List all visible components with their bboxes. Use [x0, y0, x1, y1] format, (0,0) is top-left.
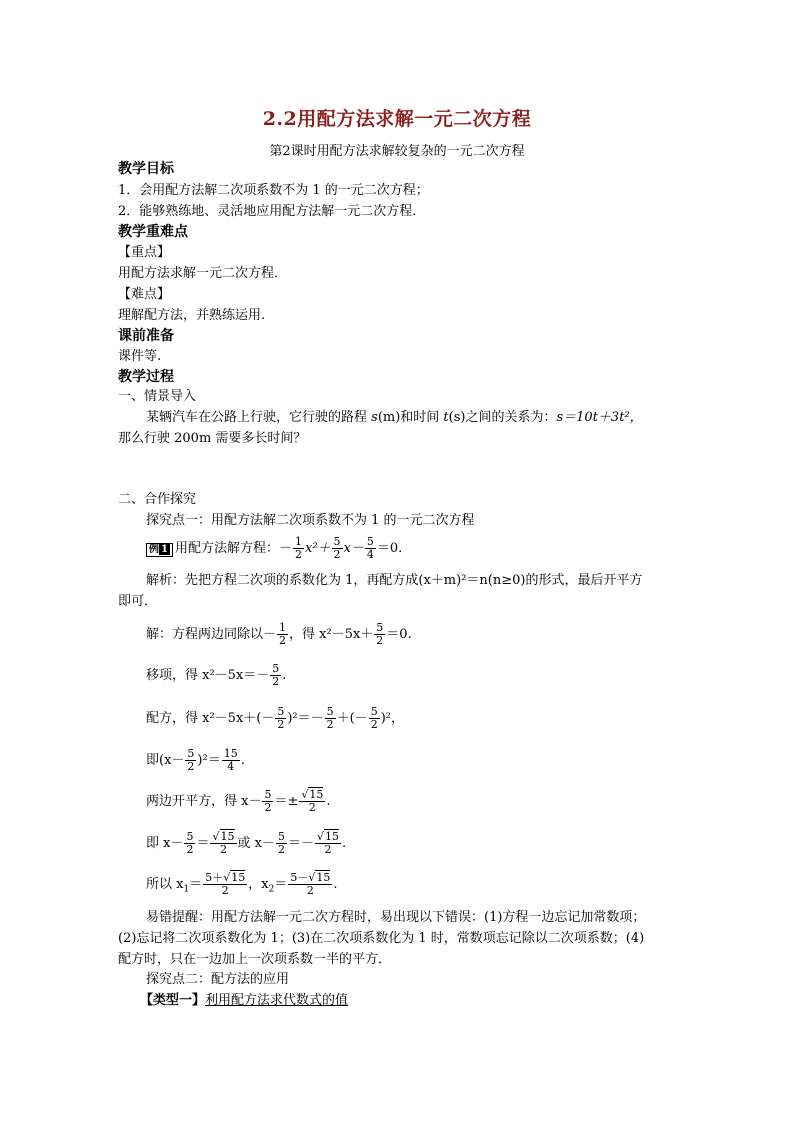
fraction: $\frac{1}{2}$ — [295, 535, 302, 561]
objective-item-2: 2．能够熟练地、灵活地应用配方法解一元二次方程． — [118, 204, 426, 219]
objective-item-1: 1．会用配方法解二次项系数不为 1 的一元二次方程； — [118, 183, 429, 198]
point-2: 探究点二：配方法的应用 — [146, 972, 290, 987]
intro-line-1: 某辆汽车在公路上行驶，它行驶的路程 s(m)和时间 t(s)之间的关系为：s＝10t＋3t²， — [146, 410, 643, 425]
fraction: $\frac{5}{2}$ — [326, 705, 334, 731]
page-subtitle: 第2课时用配方法求解较复杂的一元二次方程 — [269, 144, 525, 159]
example-badge: 例 1 — [146, 543, 173, 557]
mistake-line-3: 配方时，只在一边加上一次项系数一半的平方． — [118, 952, 392, 967]
prep-text: 课件等. — [118, 349, 162, 364]
fraction: $\frac{5}{2}$ — [370, 705, 378, 731]
mistake-line-1: 易错提醒：用配方法解一元二次方程时，易出现以下错误：(1)方程一边忘记加常数项； — [146, 910, 646, 925]
fraction: $\frac{5+√15}{2}$ — [205, 871, 246, 897]
type-1-label: 【类型一】 — [140, 993, 206, 1008]
hard-label: 【难点】 — [118, 287, 171, 302]
fraction: $\frac{1}{2}$ — [279, 621, 287, 647]
solution-step-2: 移项，得 x²－5x＝－ $\frac{5}{2}$ . — [146, 662, 287, 688]
intro-line-2: 那么行驶 200m 需要多长时间？ — [118, 431, 307, 446]
mistake-line-2: (2)忘记将二次项系数化为 1；(3)在二次项系数化为 1 时，常数项忘记除以二次项系数；(4) — [118, 931, 645, 946]
fraction: $\frac{5}{2}$ — [186, 830, 194, 856]
fraction: $\frac{15}{4}$ — [223, 747, 238, 773]
solution-step-4: 即(x－ $\frac{5}{2}$ )²＝ $\frac{15}{4}$ . — [146, 747, 245, 773]
fraction: $\frac{5}{2}$ — [264, 788, 272, 814]
solution-step-3: 配方，得 x²－5x＋(－ $\frac{5}{2}$ )²＝－ $\frac{5}{2}$ ＋(－ $\frac{5}{2}$ )²， — [146, 705, 405, 731]
fraction: $\frac{5}{2}$ — [333, 535, 341, 561]
fraction: $\frac{5-√15}{2}$ — [290, 871, 331, 897]
type-1-text: 利用配方法求代数式的值 — [205, 993, 349, 1008]
analysis-line-1: 解析：先把方程二次项的系数化为 1，再配方成(x＋m)²＝n(n≥0)的形式，最后开平方 — [146, 573, 643, 588]
solution-step-6: 即 x－ $\frac{5}{2}$ ＝ $\frac{√15}{2}$ 或 x－ $\frac{5}{2}$ ＝－ $\frac{√15}{2}$ . — [146, 830, 347, 856]
fraction: $\frac{5}{2}$ — [187, 747, 195, 773]
fraction: $\frac{5}{2}$ — [272, 662, 280, 688]
hard-text: 理解配方法，并熟练运用. — [118, 308, 266, 323]
process-heading: 教学过程 — [118, 369, 174, 385]
solution-step-7: 所以 $x_1=$ $\frac{5+√15}{2}$ ，$x_2=$ $\frac{5-√15}{2}$ . — [146, 871, 338, 897]
solution-step-5: 两边开平方，得 x－ $\frac{5}{2}$ ＝± $\frac{√15}{2}$ . — [146, 788, 331, 814]
intro-label: 一、情景导入 — [118, 389, 197, 404]
key-text: 用配方法求解一元二次方程． — [118, 266, 288, 281]
fraction: $\frac{√15}{2}$ — [316, 830, 339, 856]
fraction: $\frac{5}{2}$ — [376, 621, 384, 647]
analysis-line-2: 即可． — [118, 594, 158, 609]
type-1 — [140, 992, 348, 1010]
fraction: $\frac{√15}{2}$ — [212, 830, 235, 856]
fraction: $\frac{5}{4}$ — [366, 535, 374, 561]
fraction: $\frac{5}{2}$ — [277, 830, 285, 856]
explore-label: 二、合作探究 — [118, 492, 197, 507]
keypoints-heading: 教学重难点 — [118, 224, 188, 240]
example-1: 例 1 用配方法解方程：－ $\frac{1}{2}$ x²＋ $\frac{5}{2}$ x－ $\frac{5}{4}$ ＝0. — [146, 536, 402, 561]
page-title: 2.2用配方法求解一元二次方程 — [262, 108, 532, 130]
point-1: 探究点一：用配方法解二次项系数不为 1 的一元二次方程 — [146, 513, 475, 528]
solution-step-1: 解：方程两边同除以－ $\frac{1}{2}$ ，得 x²－5x＋ $\frac{5}{2}$ ＝0. — [146, 621, 412, 647]
fraction: $\frac{√15}{2}$ — [301, 788, 324, 814]
prep-heading: 课前准备 — [118, 328, 174, 344]
fraction: $\frac{5}{2}$ — [277, 705, 285, 731]
objectives-heading: 教学目标 — [118, 161, 174, 177]
key-label: 【重点】 — [118, 245, 171, 260]
